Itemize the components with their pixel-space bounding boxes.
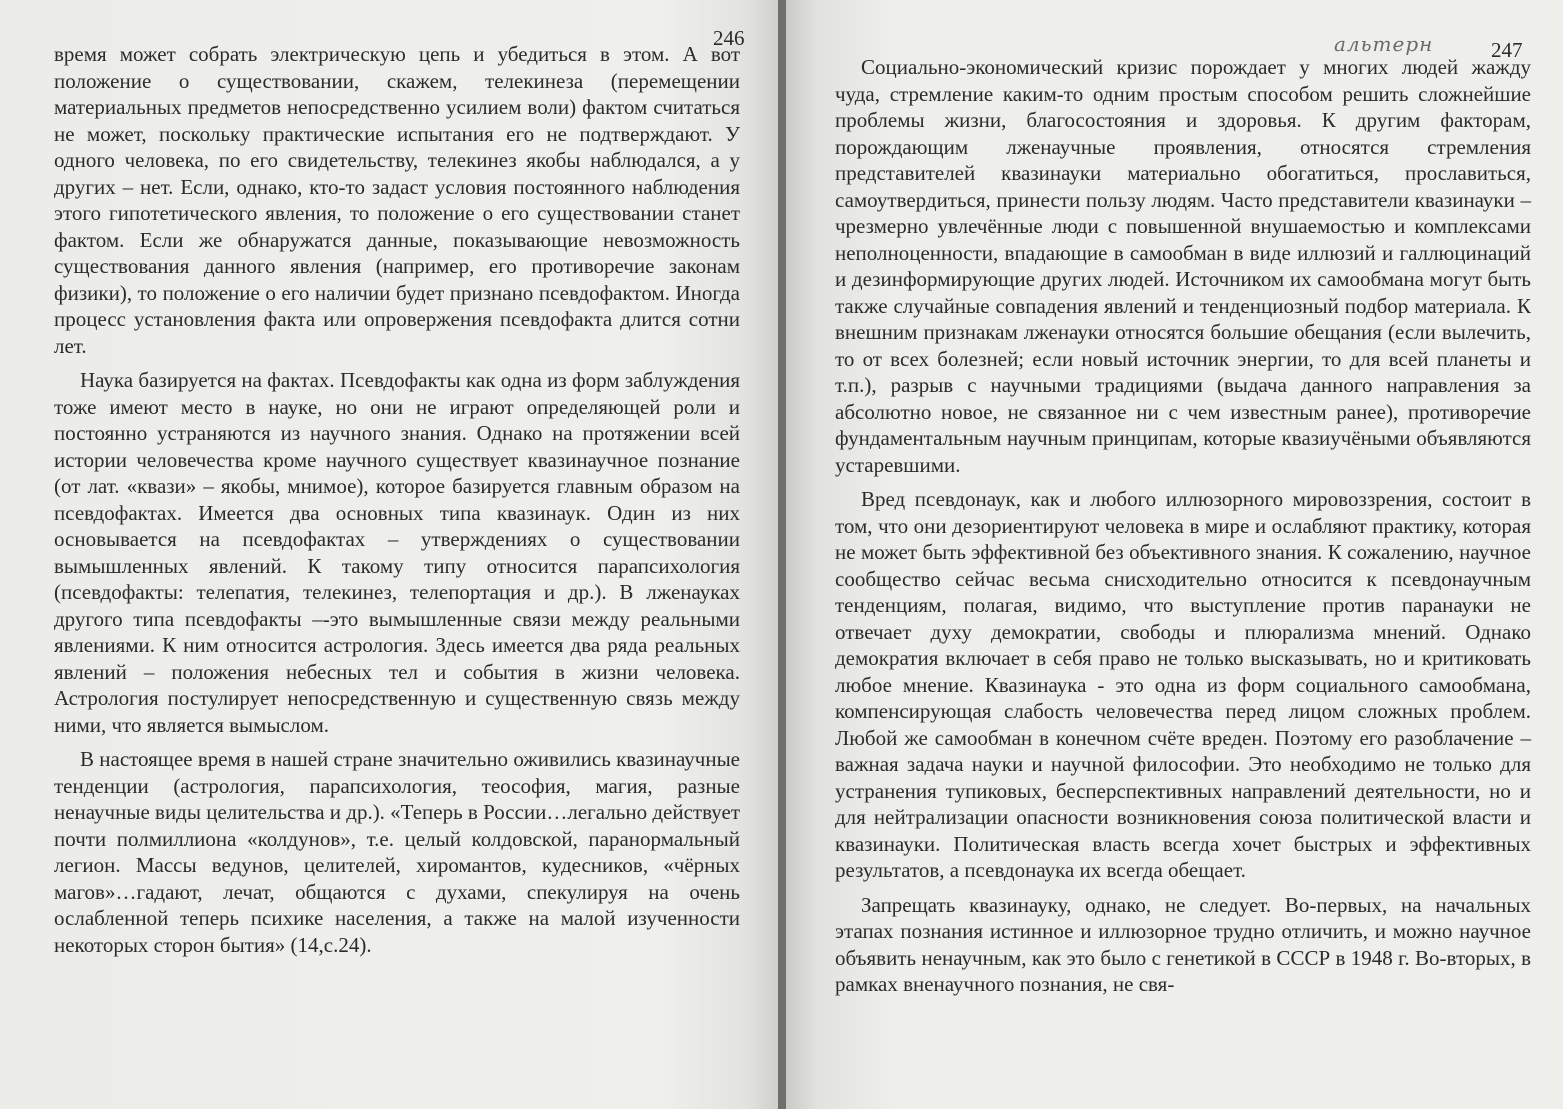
left-page bbox=[0, 0, 778, 1109]
handwritten-note: альтерн bbox=[1334, 32, 1434, 56]
right-page bbox=[786, 0, 1563, 1109]
book-gutter bbox=[778, 0, 786, 1109]
left-page-text bbox=[54, 41, 740, 958]
paragraph-right-3: Запрещать квазинауку, однако, не следует. Во-первых, на начальных этапах познания истинное и иллюзорное трудно отличить, и можно научное объявить ненаучным, как это было с генетикой в СССР в 1948 г. Во-вторых, в рамках вненаучного познания, не свя- bbox=[835, 892, 1531, 996]
page-number-left: 246 bbox=[713, 26, 745, 50]
paragraph-left-1: время может собрать электрическую цепь и убедиться в этом. А вот положение о существовании, скажем, телекинеза (перемещении материальных предметов непосредственно усилием воли) фактом считаться не может, поскольку практические испытания его не подтверждают. У одного человека, по его свидетельству, телекинез якобы наблюдался, а у других – нет. Если, однако, кто-то задаст условия постоянного наблюдения этого гипотетического явления, то положение о его существовании станет фактом. Если же обнаружатся данные, показывающие невозможность существования данного явления (например, его противоречие законам физики), то положение о его наличии будет признано псевдофактом. Иногда процесс установления факта или опровержения псевдофакта длится сотни лет. bbox=[54, 42, 740, 358]
paragraph-left-2: Наука базируется на фактах. Псевдофакты как одна из форм заблуждения тоже имеют место в науке, но они не играют определяющей роли и постоянно устраняются из научного знания. Однако на протяжении всей истории человечества кроме научного существует квазинаучное познание (от лат. «квази» – якобы, мнимое), которое базируется главным образом на псевдофактах. Имеется два основных типа квазинаук. Один из них основывается на псевдофактах – утверждениях о существовании вымышленных явлений. К такому типу относится парапсихология (псевдофакты: телепатия, телекинез, телепортация и др.). В лженауках другого типа псевдофакты –-это вымышленные связи между реальными явлениями. К ним относится астрология. Здесь имеется два ряда реальных явлений – положения небесных тел и события в жизни человека. Астрология постулирует непосредственную и существенную связь между ними, что является вымыслом. bbox=[54, 368, 740, 737]
paragraph-right-1: Социально-экономический кризис порождает у многих людей жажду чуда, стремление каким-то одним простым способом решить сложнейшие проблемы жизни, благосостояния и здоровья. К другим факторам, порождающим лженаучные проявления, относятся стремления представителей квазинауки материально обогатиться, прославиться, самоутвердиться, принести пользу людям. Часто представители квазинауки – чрезмерно увлечённые люди с повышенной внушаемостью и комплексами неполноценности, впадающие в самообман в виде иллюзий и галлюцинаций и дезинформирующие других людей. Источником их самообмана могут быть также случайные совпадения явлений и тенденциозный подбор материала. К внешним признакам лженауки относятся большие обещания (если вылечить, то от всех болезней; если новый источник энергии, то для всей планеты и т.п.), разрыв с научными традициями (выдача данного направления за абсолютно новое, не связанное ни с чем известным ранее), противоречие фундаментальным научным принципам, которые квазиучёными объявляются устаревшими. bbox=[835, 55, 1531, 477]
paragraph-right-2: Вред псевдонаук, как и любого иллюзорного мировоззрения, состоит в том, что они дезориентируют человека в мире и ослабляют практику, которая не может быть эффективной без объективного знания. К сожалению, научное сообщество сейчас весьма снисходительно относится к псевдонаучным тенденциям, полагая, видимо, что выступление против паранауки не отвечает духу демократии, свободы и плюрализма мнений. Однако демократия включает в себя право не только высказывать, но и критиковать любое мнение. Квазинаука - это одна из форм социального самообмана, компенсирующая слабость человечества перед лицом сложных проблем. Любой же самообман в конечном счёте вреден. Поэтому его разоблачение – важная задача науки и научной философии. Это необходимо не только для устранения тупиковых, бесперспективных направлений деятельности, но и для нейтрализации опасности возникновения союза политической власти и квазинауки. Политическая власть всегда хочет быстрых и эффективных результатов, а псевдонаука их всегда обещает. bbox=[835, 487, 1531, 882]
right-page-text bbox=[835, 54, 1531, 998]
paragraph-left-3: В настоящее время в нашей стране значительно оживились квазинаучные тенденции (астрология, парапсихология, теософия, магия, разные ненаучные виды целительства и др.). «Теперь в России…легально действует почти полмиллиона «колдунов», т.е. целый колдовской, паранормальный легион. Массы ведунов, целителей, хиромантов, кудесников, «чёрных магов»…гадают, лечат, общаются с духами, спекулируя на очень ослабленной теперь психике населения, а также на малой изученности некоторых сторон бытия» (14,с.24). bbox=[54, 747, 741, 957]
page-number-right: 247 bbox=[1491, 38, 1523, 62]
